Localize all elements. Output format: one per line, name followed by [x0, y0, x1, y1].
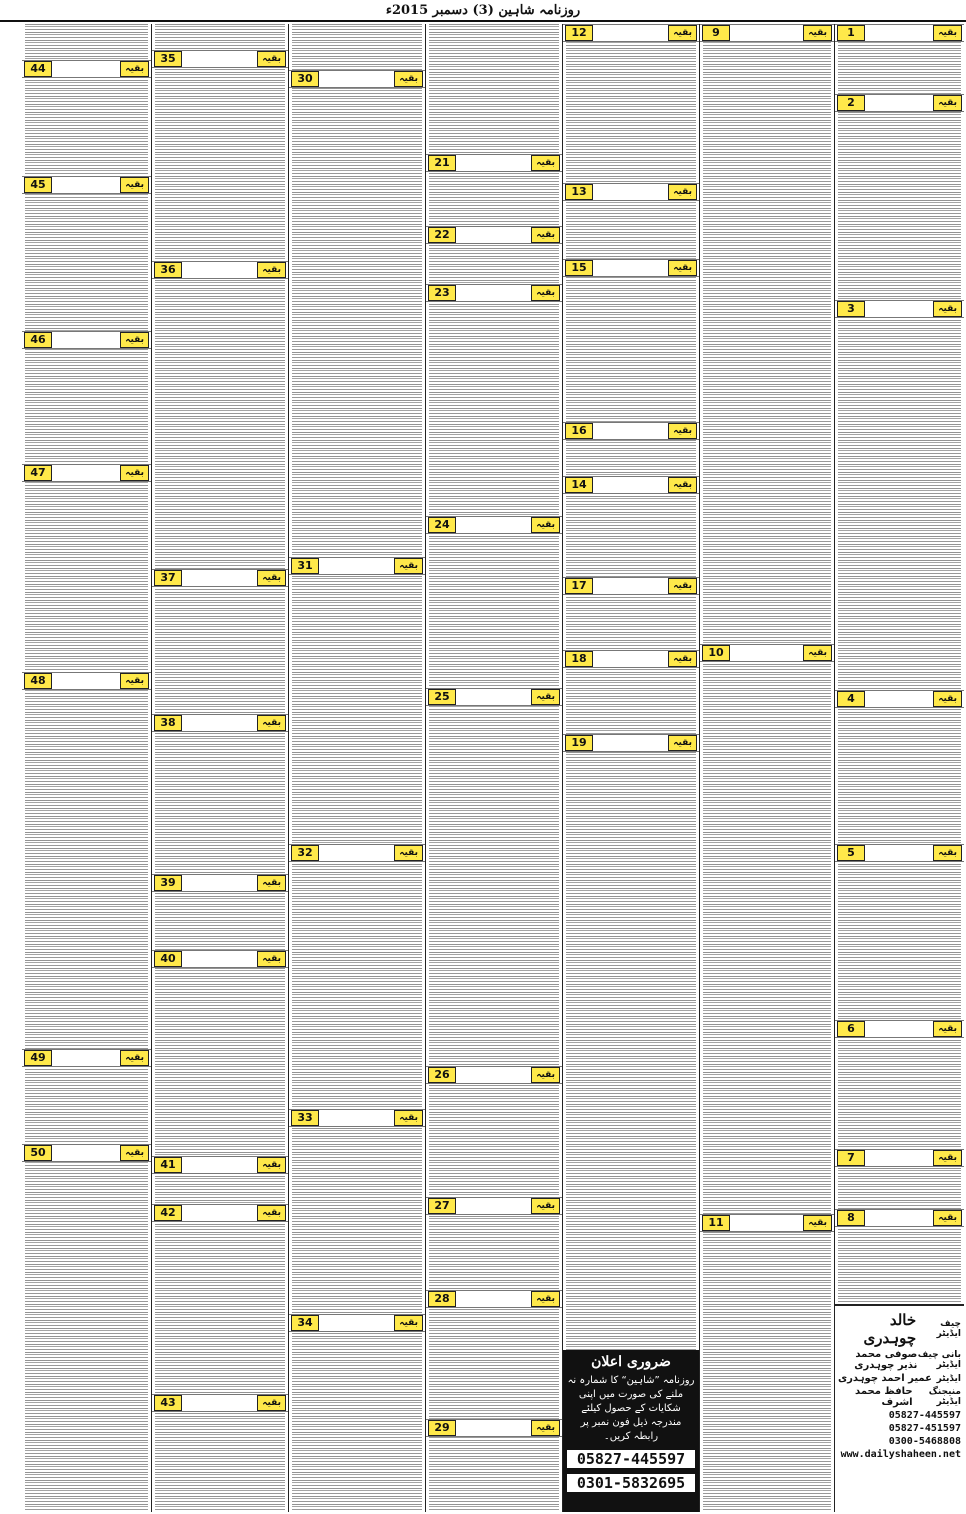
continuation-word: بقیہ	[257, 875, 286, 891]
continuation-word: بقیہ	[933, 1210, 962, 1226]
continuation-tag	[22, 672, 151, 690]
continuation-word: بقیہ	[668, 260, 697, 276]
continuation-number: 50	[24, 1145, 52, 1161]
continuation-tag	[426, 516, 562, 534]
continuation-tag	[835, 844, 964, 862]
continuation-number: 11	[702, 1215, 730, 1231]
continuation-word: بقیہ	[531, 285, 560, 301]
continuation-word: بقیہ	[531, 517, 560, 533]
continuation-number: 45	[24, 177, 52, 193]
continuation-word: بقیہ	[257, 1205, 286, 1221]
continuation-tag	[700, 644, 834, 662]
continuation-tag	[563, 259, 699, 277]
continuation-number: 21	[428, 155, 456, 171]
continuation-number: 5	[837, 845, 865, 861]
founder-name: صوفی محمد نذیر چوہدری	[854, 1349, 918, 1371]
continuation-word: بقیہ	[933, 1150, 962, 1166]
continuation-number: 29	[428, 1420, 456, 1436]
continuation-number: 34	[291, 1315, 319, 1331]
continuation-word: بقیہ	[803, 1215, 832, 1231]
continuation-tag	[700, 1214, 834, 1232]
continuation-number: 26	[428, 1067, 456, 1083]
continuation-number: 4	[837, 691, 865, 707]
notice-ad	[563, 1350, 699, 1512]
continuation-word: بقیہ	[120, 673, 149, 689]
continuation-word: بقیہ	[668, 578, 697, 594]
editor-name: عمیر احمد چوہدری	[838, 1373, 932, 1384]
founder-label: بانی چیف ایڈیٹر	[917, 1350, 961, 1370]
continuation-number: 28	[428, 1291, 456, 1307]
continuation-number: 7	[837, 1150, 865, 1166]
continuation-tag	[426, 226, 562, 244]
continuation-tag	[152, 874, 288, 892]
continuation-number: 14	[565, 477, 593, 493]
continuation-tag	[563, 183, 699, 201]
continuation-word: بقیہ	[531, 1420, 560, 1436]
column-text-body	[292, 24, 422, 1512]
continuation-tag	[700, 24, 834, 42]
continuation-tag	[426, 1197, 562, 1215]
continuation-number: 35	[154, 51, 182, 67]
continuation-word: بقیہ	[120, 1145, 149, 1161]
continuation-tag	[563, 476, 699, 494]
continuation-tag	[152, 714, 288, 732]
continuation-number: 3	[837, 301, 865, 317]
continuation-number: 42	[154, 1205, 182, 1221]
continuation-tag	[563, 577, 699, 595]
masthead	[0, 0, 966, 22]
continuation-word: بقیہ	[394, 71, 423, 87]
continuation-number: 24	[428, 517, 456, 533]
imprint-website[interactable]: www.dailyshaheen.net	[840, 1449, 961, 1460]
news-column-4	[425, 24, 562, 1512]
news-column-7	[22, 24, 151, 1512]
continuation-tag	[152, 1394, 288, 1412]
continuation-word: بقیہ	[257, 262, 286, 278]
continuation-tag	[22, 464, 151, 482]
continuation-word: بقیہ	[531, 1067, 560, 1083]
continuation-number: 33	[291, 1110, 319, 1126]
continuation-tag	[835, 1020, 964, 1038]
continuation-word: بقیہ	[933, 25, 962, 41]
continuation-word: بقیہ	[394, 1110, 423, 1126]
news-column-6	[151, 24, 288, 1512]
continuation-word: بقیہ	[120, 332, 149, 348]
continuation-tag	[835, 690, 964, 708]
continuation-number: 2	[837, 95, 865, 111]
continuation-word: بقیہ	[668, 651, 697, 667]
continuation-tag	[289, 557, 425, 575]
continuation-number: 16	[565, 423, 593, 439]
column-text-body	[838, 24, 961, 1512]
imprint-phone-3: 0300-5468808	[888, 1436, 961, 1447]
continuation-number: 38	[154, 715, 182, 731]
continuation-number: 44	[24, 61, 52, 77]
column-text-body	[566, 24, 696, 1512]
continuation-number: 32	[291, 845, 319, 861]
continuation-tag	[152, 1204, 288, 1222]
ad-heading: ضروری اعلان	[591, 1354, 671, 1370]
ad-phone-1: 05827-445597	[567, 1450, 695, 1468]
continuation-tag	[152, 50, 288, 68]
news-column-5	[288, 24, 425, 1512]
continuation-number: 25	[428, 689, 456, 705]
continuation-number: 6	[837, 1021, 865, 1037]
continuation-tag	[152, 1156, 288, 1174]
continuation-tag	[22, 1144, 151, 1162]
continuation-word: بقیہ	[933, 95, 962, 111]
continuation-tag	[835, 1149, 964, 1167]
managing-editor-name: حافظ محمد اشرف	[855, 1386, 913, 1408]
continuation-number: 48	[24, 673, 52, 689]
news-column-2	[699, 24, 834, 1512]
continuation-word: بقیہ	[394, 1315, 423, 1331]
continuation-tag	[835, 1209, 964, 1227]
continuation-word: بقیہ	[257, 1395, 286, 1411]
chief-editor-label: چیف ایڈیٹر	[936, 1319, 961, 1339]
column-text-body	[703, 24, 831, 1512]
continuation-number: 31	[291, 558, 319, 574]
continuation-tag	[426, 154, 562, 172]
continuation-number: 49	[24, 1050, 52, 1066]
continuation-number: 12	[565, 25, 593, 41]
continuation-word: بقیہ	[668, 25, 697, 41]
continuation-word: بقیہ	[933, 691, 962, 707]
continuation-number: 36	[154, 262, 182, 278]
continuation-tag	[152, 950, 288, 968]
column-text-body	[429, 24, 559, 1512]
chief-editor-name: خالد چوہدری	[863, 1311, 917, 1347]
continuation-number: 8	[837, 1210, 865, 1226]
continuation-word: بقیہ	[531, 1198, 560, 1214]
masthead-title: روزنامہ شاہین (3) دسمبر 2015ء	[385, 2, 581, 18]
continuation-number: 47	[24, 465, 52, 481]
continuation-tag	[835, 24, 964, 42]
continuation-number: 39	[154, 875, 182, 891]
continuation-word: بقیہ	[531, 227, 560, 243]
column-text-body	[25, 24, 148, 1512]
continuation-word: بقیہ	[257, 951, 286, 967]
continuation-tag	[563, 422, 699, 440]
continuation-word: بقیہ	[668, 735, 697, 751]
continuation-tag	[152, 261, 288, 279]
ad-phone-2: 0301-5832695	[567, 1474, 695, 1492]
continuation-number: 46	[24, 332, 52, 348]
imprint-phone-1: 05827-445597	[888, 1410, 961, 1421]
continuation-word: بقیہ	[394, 558, 423, 574]
imprint-phone-2: 05827-451597	[888, 1423, 961, 1434]
continuation-number: 41	[154, 1157, 182, 1173]
imprint-box	[835, 1304, 964, 1512]
continuation-word: بقیہ	[668, 184, 697, 200]
continuation-word: بقیہ	[257, 570, 286, 586]
continuation-word: بقیہ	[531, 689, 560, 705]
continuation-word: بقیہ	[803, 645, 832, 661]
continuation-tag	[22, 1049, 151, 1067]
continuation-word: بقیہ	[394, 845, 423, 861]
continuation-tag	[426, 1290, 562, 1308]
continuation-word: بقیہ	[257, 51, 286, 67]
continuation-tag	[835, 300, 964, 318]
continuation-tag	[289, 844, 425, 862]
continuation-tag	[289, 70, 425, 88]
continuation-number: 1	[837, 25, 865, 41]
ad-body: روزنامہ ”شاہین“ کا شمارہ نہ ملنے کی صورت میں اپنی شکایات کے حصول کیلئے مندرجہ ذیل فون نمبر پر رابطہ کریں۔	[567, 1375, 695, 1442]
continuation-number: 37	[154, 570, 182, 586]
continuation-tag	[22, 60, 151, 78]
continuation-number: 30	[291, 71, 319, 87]
continuation-tag	[22, 331, 151, 349]
continuation-tag	[426, 1066, 562, 1084]
continuation-word: بقیہ	[257, 1157, 286, 1173]
continuation-tag	[152, 569, 288, 587]
managing-editor-label: منیجنگ ایڈیٹر	[928, 1387, 961, 1407]
continuation-number: 13	[565, 184, 593, 200]
continuation-number: 23	[428, 285, 456, 301]
continuation-number: 19	[565, 735, 593, 751]
continuation-word: بقیہ	[803, 25, 832, 41]
continuation-number: 40	[154, 951, 182, 967]
continuation-number: 22	[428, 227, 456, 243]
continuation-word: بقیہ	[531, 155, 560, 171]
continuation-tag	[426, 1419, 562, 1437]
continuation-word: بقیہ	[120, 465, 149, 481]
continuation-tag	[563, 734, 699, 752]
continuation-word: بقیہ	[120, 61, 149, 77]
continuation-tag	[289, 1109, 425, 1127]
continuation-tag	[426, 688, 562, 706]
news-column-3	[562, 24, 699, 1512]
continuation-word: بقیہ	[933, 1021, 962, 1037]
continuation-tag	[563, 650, 699, 668]
continuation-tag	[22, 176, 151, 194]
continuation-word: بقیہ	[933, 301, 962, 317]
continuation-word: بقیہ	[120, 177, 149, 193]
continuation-tag	[426, 284, 562, 302]
column-text-body	[155, 24, 285, 1512]
continuation-number: 9	[702, 25, 730, 41]
news-column-1	[834, 24, 964, 1512]
continuation-word: بقیہ	[933, 845, 962, 861]
continuation-number: 17	[565, 578, 593, 594]
continuation-number: 18	[565, 651, 593, 667]
newspaper-page	[2, 24, 964, 1512]
continuation-tag	[289, 1314, 425, 1332]
continuation-number: 43	[154, 1395, 182, 1411]
continuation-number: 10	[702, 645, 730, 661]
continuation-number: 27	[428, 1198, 456, 1214]
continuation-word: بقیہ	[668, 423, 697, 439]
continuation-tag	[835, 94, 964, 112]
continuation-number: 15	[565, 260, 593, 276]
continuation-tag	[563, 24, 699, 42]
editor-label: ایڈیٹر	[936, 1373, 961, 1384]
continuation-word: بقیہ	[668, 477, 697, 493]
continuation-word: بقیہ	[120, 1050, 149, 1066]
continuation-word: بقیہ	[531, 1291, 560, 1307]
continuation-word: بقیہ	[257, 715, 286, 731]
